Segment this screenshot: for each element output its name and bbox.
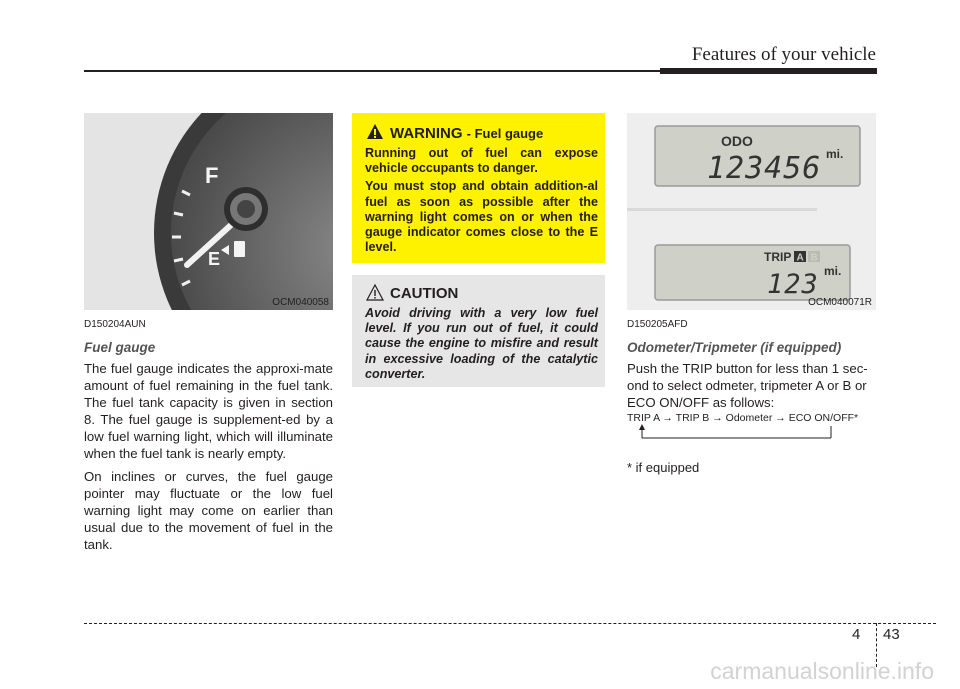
mode-trip-a: TRIP A — [627, 412, 660, 424]
paragraph: Push the TRIP button for less than 1 sec-ond to select odmeter, tripmeter A or B or ECO ON/OFF as follows: — [627, 361, 868, 410]
caution-box — [352, 275, 605, 387]
odo-label: ODO — [721, 133, 753, 149]
warning-body — [365, 146, 598, 258]
odo-unit: mi. — [826, 147, 844, 161]
trip-a-indicator: A — [796, 252, 804, 264]
header-bar — [660, 68, 877, 74]
odometer-section — [627, 316, 876, 417]
warning-paragraph: Running out of fuel can expose vehicle occupants to danger. — [365, 146, 598, 176]
arrow-right-icon: → — [712, 412, 723, 424]
trip-value: 123 — [767, 269, 819, 300]
warning-box — [352, 113, 605, 263]
trip-unit: mi. — [824, 264, 842, 278]
fuel-pump-icon — [234, 241, 245, 257]
section-code: D150204AUN — [84, 319, 146, 330]
warning-subtitle: - Fuel gauge — [466, 126, 544, 141]
trip-b-indicator: B — [810, 252, 818, 264]
odometer-illustration — [627, 113, 876, 310]
section-code: D150205AFD — [627, 319, 688, 330]
figure-code: OCM040071R — [808, 297, 872, 308]
mode-trip-b: TRIP B — [675, 412, 710, 424]
fuel-gauge-figure — [84, 113, 333, 310]
mode-odometer: Odometer — [725, 412, 773, 424]
warning-paragraph: You must stop and obtain addition-al fuel as soon as possible after the warning light comes on or when the gauge indicator comes close to the E level. — [365, 179, 598, 255]
odometer-figure — [627, 113, 876, 310]
fuel-gauge-section — [84, 316, 333, 559]
arrow-right-icon: → — [662, 412, 673, 424]
paragraph: The fuel gauge indicates the approxi-mate amount of fuel remaining in the fuel tank. The fuel tank capacity is given in section 8. The fuel gauge is supplement-ed by a low fuel warning light, which will illuminate when the fuel tank is nearly empty. — [84, 361, 333, 461]
caution-triangle-icon — [366, 284, 384, 301]
chapter-number: 4 — [852, 626, 861, 643]
gauge-empty-letter: E — [208, 249, 221, 269]
warning-title — [390, 125, 543, 142]
figure-code: OCM040058 — [272, 297, 329, 308]
section-heading: Fuel gauge — [84, 340, 156, 355]
cycle-return-arrow-icon — [638, 424, 838, 442]
header-rule — [84, 70, 660, 72]
gauge-full-letter: F — [205, 163, 219, 188]
watermark: carmanualsonline.info — [710, 658, 934, 684]
mode-eco: ECO ON/OFF* — [788, 412, 859, 424]
page-number: 43 — [883, 626, 900, 643]
trip-label: TRIP — [764, 250, 792, 264]
footnote: * if equipped — [627, 460, 700, 475]
footer-rule — [84, 623, 936, 624]
section-heading: Odometer/Tripmeter (if equipped) — [627, 340, 842, 355]
paragraph: On inclines or curves, the fuel gauge pointer may fluctuate or the low fuel warning light may come on earlier than usual due to the movement of fuel in the tank. — [84, 469, 333, 552]
arrow-right-icon: → — [775, 412, 786, 424]
page-header-title: Features of your vehicle — [691, 44, 876, 65]
warning-label: WARNING — [390, 125, 463, 142]
fuel-gauge-illustration — [84, 113, 333, 310]
odo-value: 123456 — [707, 151, 822, 186]
caution-body: Avoid driving with a very low fuel level. If you run out of fuel, it could cause the engine to misfire and result in excessive loading of the catalytic converter. — [365, 306, 598, 381]
trip-mode-cycle — [627, 412, 858, 424]
warning-triangle-icon — [366, 123, 384, 140]
caution-title: CAUTION — [390, 285, 459, 302]
